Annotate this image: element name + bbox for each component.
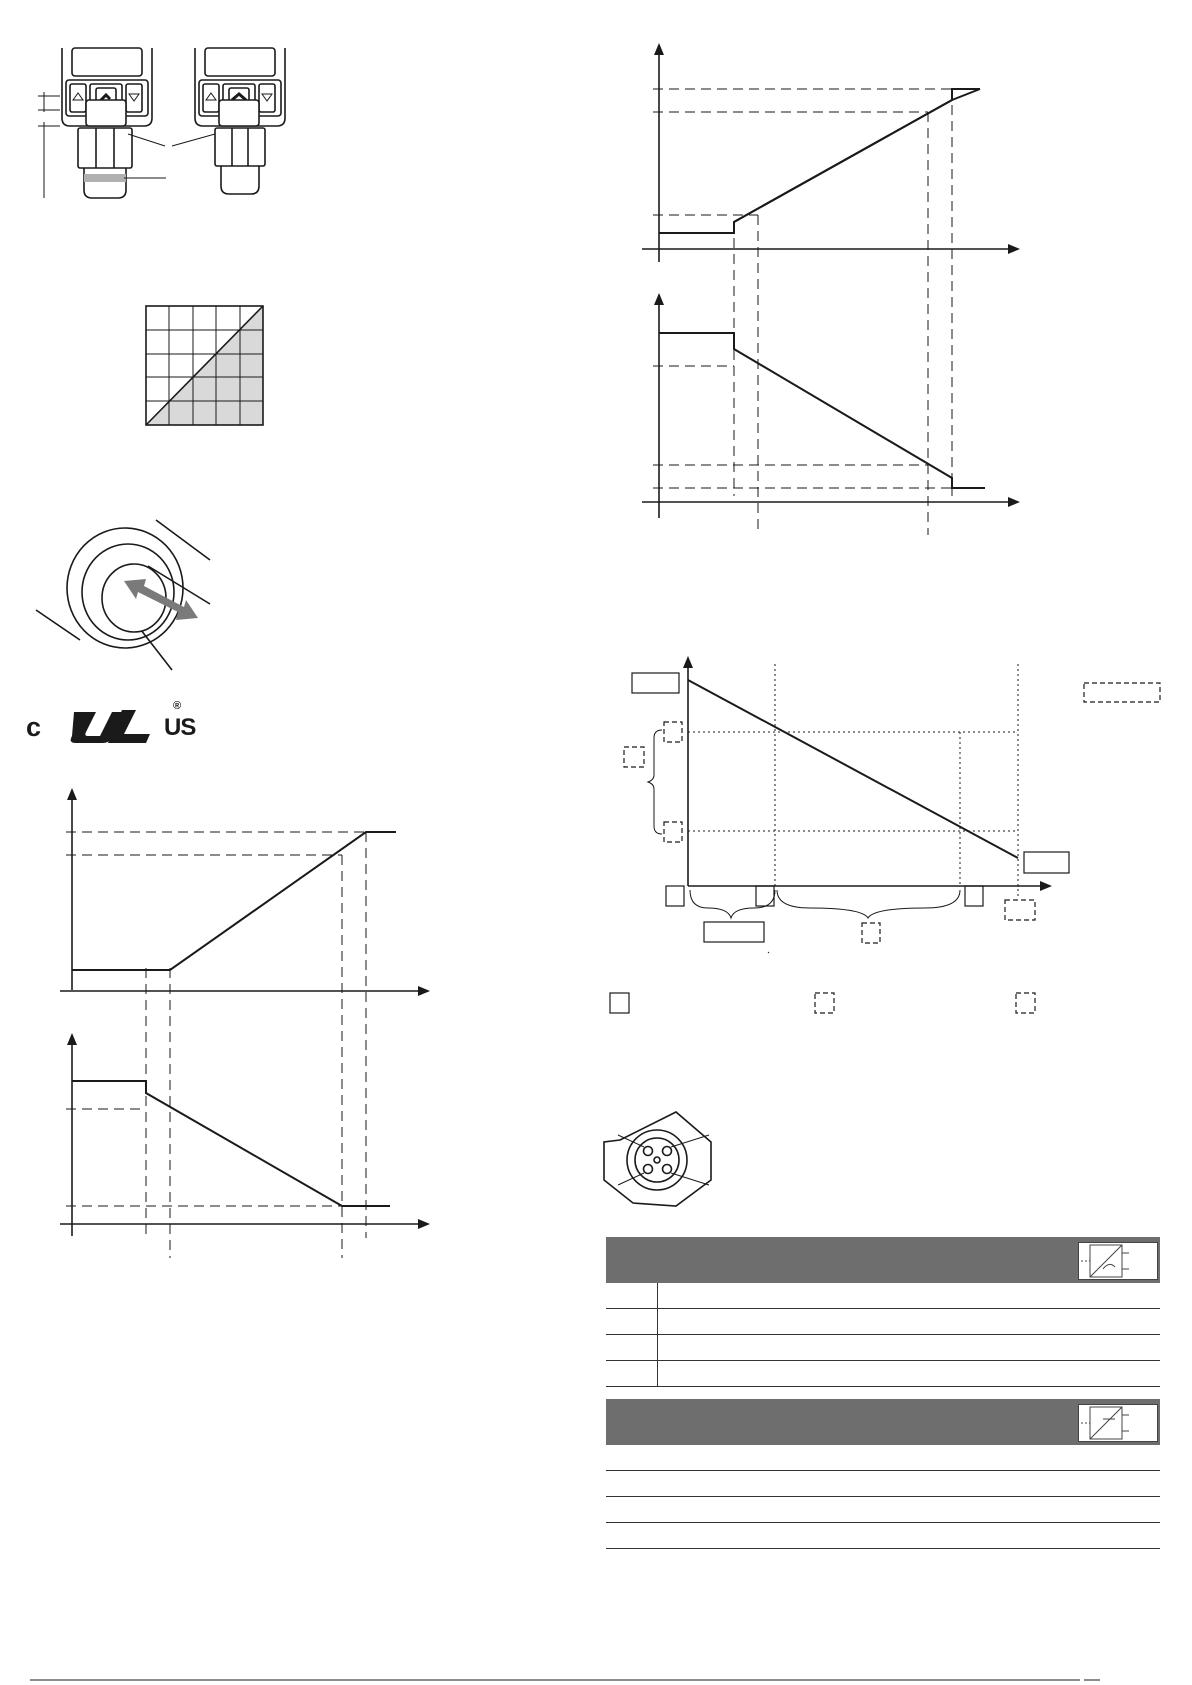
table-2-row [606, 1497, 1160, 1523]
left-chart-falling [60, 1035, 428, 1236]
right-chart-dotted [624, 658, 1160, 953]
chart-legend-boxes [610, 993, 1035, 1013]
table-2-row [606, 1471, 1160, 1497]
table-1-row [606, 1335, 1160, 1361]
converter-symbol-icon [1078, 1404, 1158, 1442]
table-1-row [606, 1361, 1160, 1387]
table-1-row [606, 1283, 1160, 1309]
logo-us: US [164, 714, 196, 741]
table-2-header [606, 1399, 1160, 1445]
sensor-front-view-2 [195, 48, 285, 194]
grid-symbol [146, 306, 263, 425]
converter-symbol-icon [1078, 1242, 1158, 1280]
sensor-front-view-1 [62, 48, 152, 198]
logo-c: c [26, 712, 42, 742]
connector-pin-diagram [604, 1112, 711, 1206]
right-chart-falling [642, 295, 1018, 518]
pipe-illustration [36, 520, 210, 670]
right-chart-rising [642, 45, 1018, 535]
table-2-row [606, 1445, 1160, 1471]
table-1-row [606, 1309, 1160, 1335]
registered-mark: ® [173, 700, 182, 712]
table-1-header [606, 1237, 1160, 1283]
left-chart-rising [60, 790, 428, 1258]
ul-mark-icon [66, 706, 166, 744]
table-2-row [606, 1523, 1160, 1549]
